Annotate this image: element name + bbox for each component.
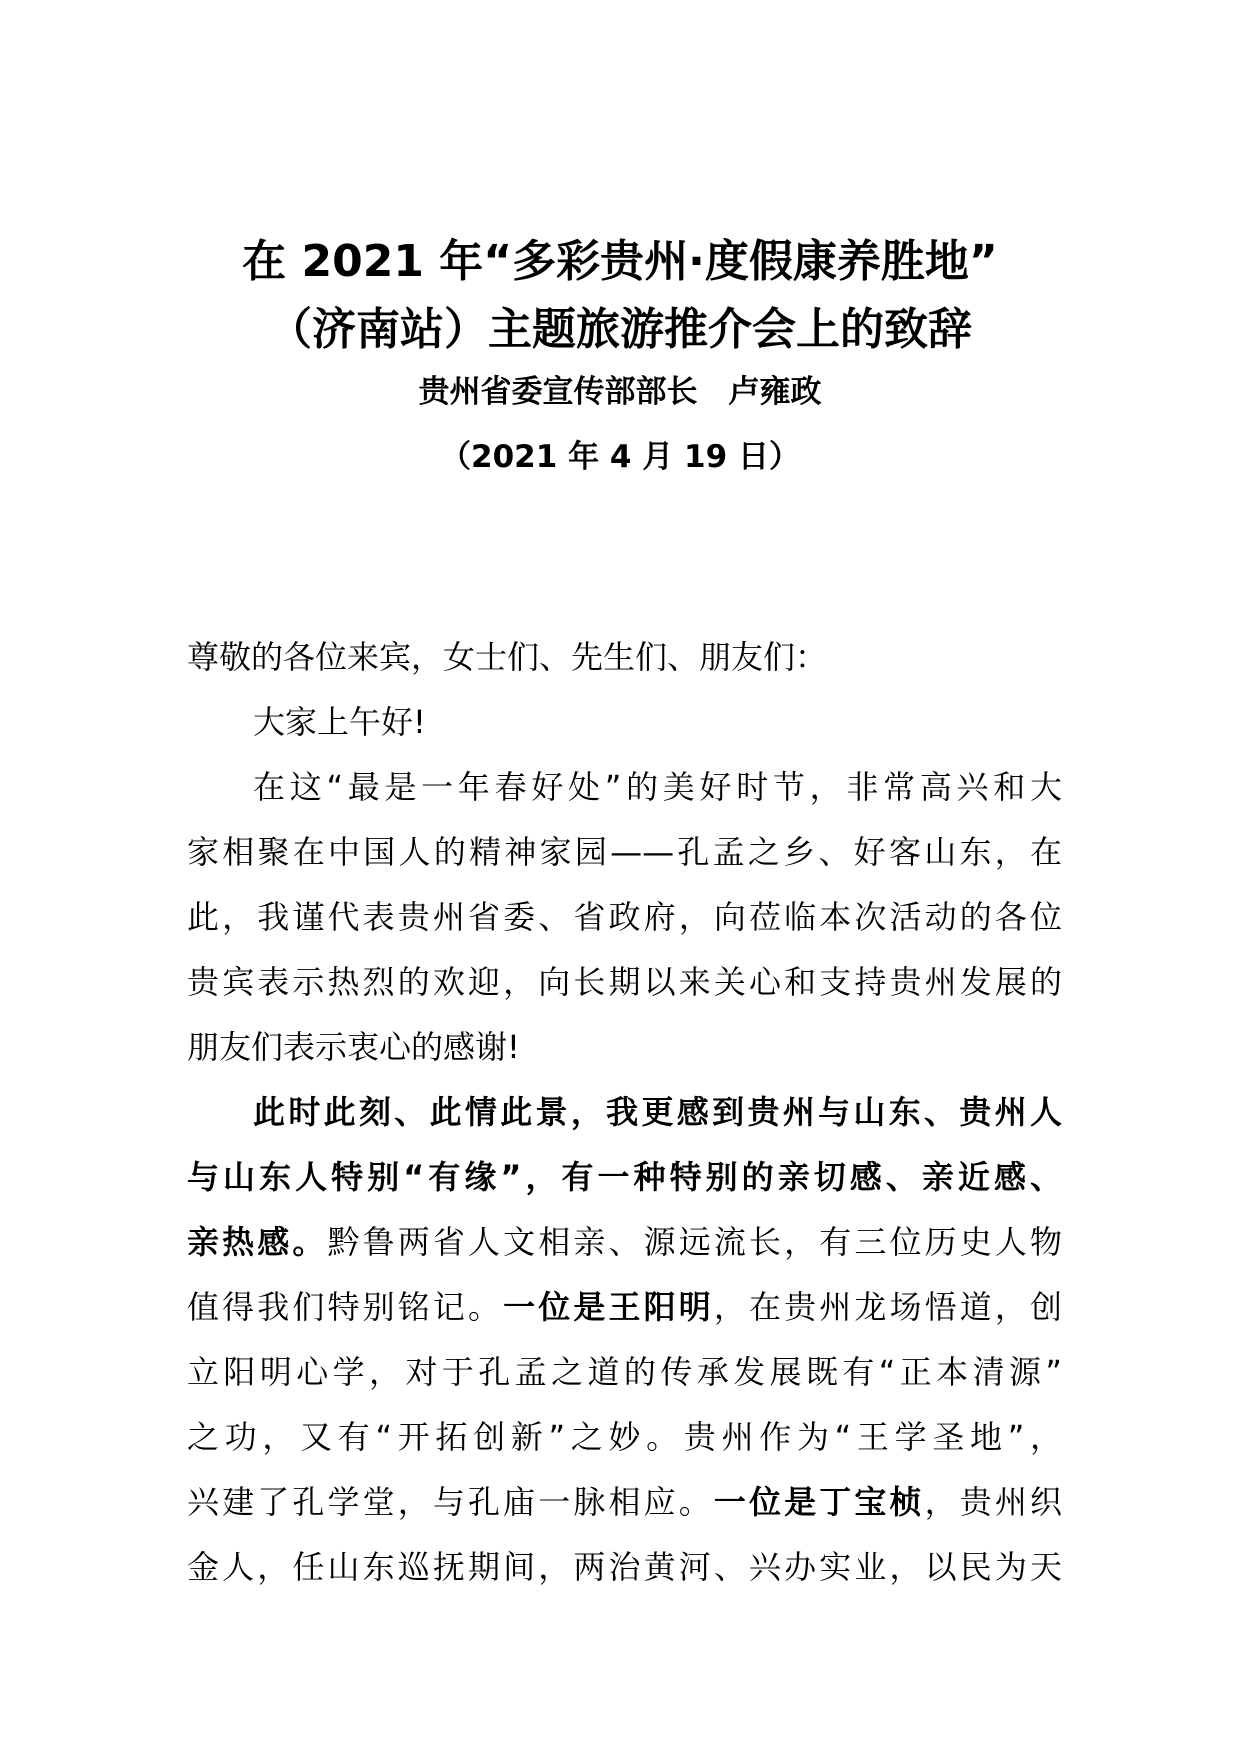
plain-text: 兴建了孔学堂，与孔庙一脉相应。 <box>187 1483 714 1521</box>
plain-text: 值得我们特别铭记。 <box>187 1288 504 1326</box>
paragraph-1-line: 在这“最是一年春好处”的美好时节，非常高兴和大 <box>253 768 1062 806</box>
emphasis-text: 亲热感。 <box>187 1223 328 1261</box>
paragraph-2-bold-line: 与山东人特别“有缘”，有一种特别的亲切感、亲近感、 <box>187 1158 1062 1196</box>
speech-title-line-1: 在 2021 年“多彩贵州·度假康养胜地” <box>242 236 998 287</box>
speech-title-line-2: （济南站）主题旅游推介会上的致辞 <box>268 304 972 355</box>
paragraph-2-line: 立阳明心学，对于孔孟之道的传承发展既有“正本清源” <box>187 1353 1062 1391</box>
paragraph-2-line: 金人，任山东巡抚期间，两治黄河、兴办实业，以民为天 <box>187 1548 1062 1586</box>
paragraph-2-line <box>187 1210 1062 1275</box>
plain-text: ，在贵州龙场悟道，创 <box>713 1288 1062 1326</box>
paragraph-2-bold-line: 此时此刻、此情此景，我更感到贵州与山东、贵州人 <box>253 1093 1062 1131</box>
emphasis-wang-yangming: 一位是王阳明 <box>503 1288 714 1326</box>
plain-text: 黔鲁两省人文相亲、源远流长，有三位历史人物 <box>327 1223 1062 1261</box>
paragraph-1-line: 家相聚在中国人的精神家园——孔孟之乡、好客山东，在 <box>187 833 1062 871</box>
plain-text: ，贵州织 <box>924 1483 1062 1521</box>
paragraph-1-line: 此，我谨代表贵州省委、省政府，向莅临本次活动的各位 <box>187 898 1062 936</box>
salutation: 尊敬的各位来宾，女士们、先生们、朋友们： <box>187 638 828 676</box>
greeting: 大家上午好! <box>253 703 426 741</box>
paragraph-2-line <box>187 1470 1062 1535</box>
speech-body <box>187 625 1062 1600</box>
paragraph-1-line: 朋友们表示衷心的感谢! <box>187 1028 520 1066</box>
speech-date: （2021 年 4 月 19 日） <box>440 439 800 475</box>
paragraph-1-line: 贵宾表示热烈的欢迎，向长期以来关心和支持贵州发展的 <box>187 963 1062 1001</box>
paragraph-2-line: 之功，又有“开拓创新”之妙。贵州作为“王学圣地”， <box>187 1418 1062 1456</box>
speaker-byline: 贵州省委宣传部部长 卢雍政 <box>418 374 822 410</box>
paragraph-2-line <box>187 1275 1062 1340</box>
emphasis-ding-baozhen: 一位是丁宝桢 <box>713 1483 925 1521</box>
